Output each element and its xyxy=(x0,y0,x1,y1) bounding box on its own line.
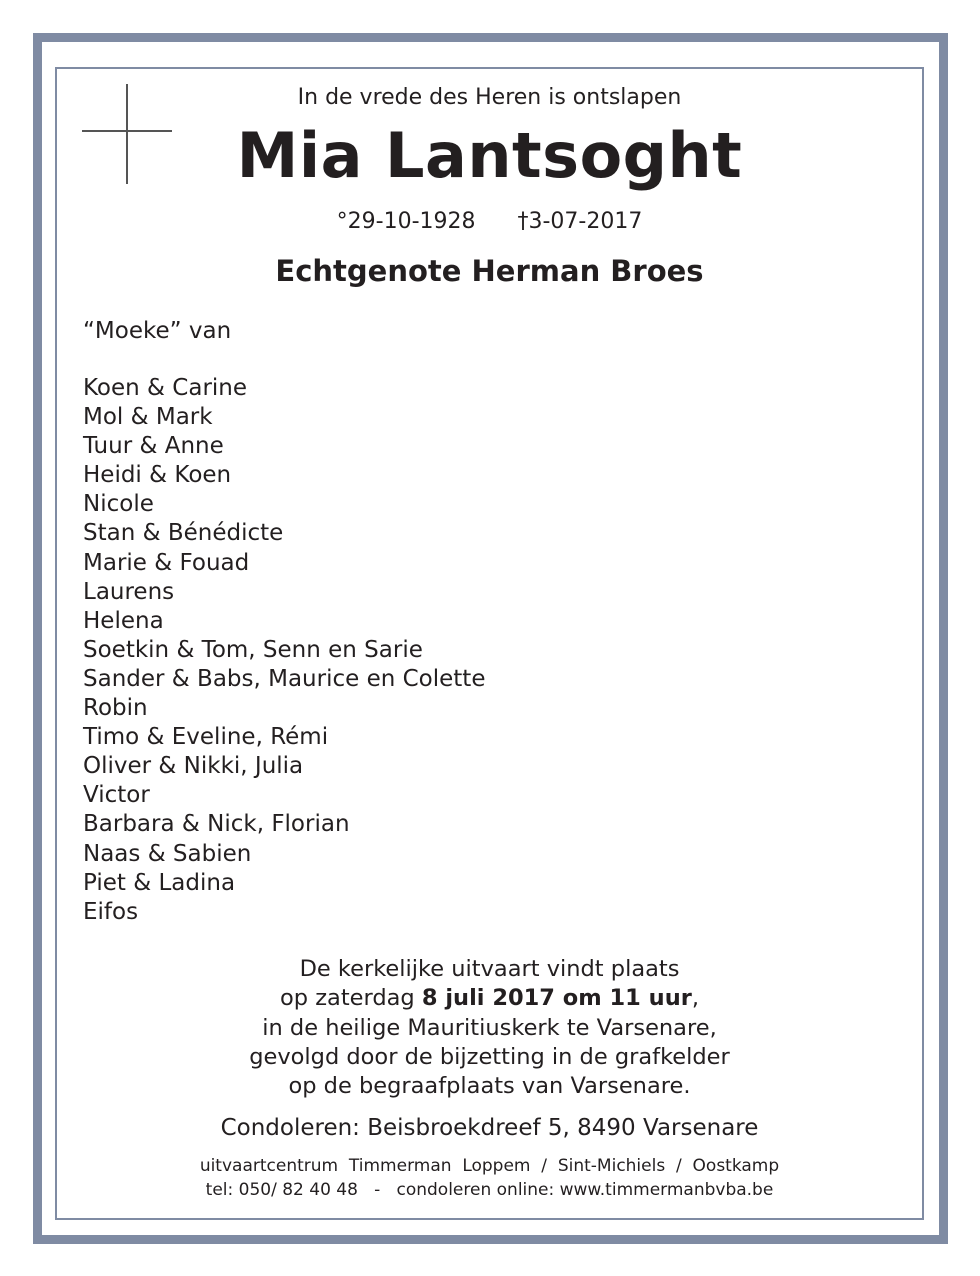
funeral-date-time: 8 juli 2017 om 11 uur xyxy=(421,985,692,1012)
family-member: Oliver & Nikki, Julia xyxy=(83,753,304,780)
death-date: †3-07-2017 xyxy=(517,209,643,234)
funeral-date-line xyxy=(55,984,924,1013)
family-intro: “Moeke” van xyxy=(83,318,232,344)
funeral-date-prefix: op zaterdag xyxy=(280,985,422,1012)
family-member: Timo & Eveline, Rémi xyxy=(83,724,329,751)
funeral-line: in de heilige Mauritiuskerk te Varsenare, xyxy=(262,1014,717,1041)
funeral-line: gevolgd door de bijzetting in de grafkelder xyxy=(249,1043,730,1070)
family-member: Laurens xyxy=(83,578,175,605)
funeral-line: De kerkelijke uitvaart vindt plaats xyxy=(299,956,680,982)
funeral-home-footer xyxy=(55,1154,924,1202)
deceased-name: Mia Lantsoght xyxy=(236,119,743,192)
family-member: Marie & Fouad xyxy=(83,549,250,576)
funeral-details xyxy=(55,955,924,1101)
family-member: Robin xyxy=(83,695,148,722)
family-member: Naas & Sabien xyxy=(83,840,252,867)
family-member: Eifos xyxy=(83,898,139,925)
family-member: Nicole xyxy=(83,491,154,518)
condolence-address: Condoleren: Beisbroekdreef 5, 8490 Varsenare xyxy=(220,1115,759,1141)
family-member: Stan & Bénédicte xyxy=(83,520,284,547)
family-member: Heidi & Koen xyxy=(83,462,232,489)
family-list xyxy=(83,374,485,927)
family-member: Koen & Carine xyxy=(83,375,248,401)
funeral-date-suffix: , xyxy=(691,985,699,1012)
family-member: Piet & Ladina xyxy=(83,869,236,896)
funeral-line: op de begraafplaats van Varsenare. xyxy=(288,1073,691,1100)
spouse-line: Echtgenote Herman Broes xyxy=(275,254,704,288)
family-member: Victor xyxy=(83,782,150,809)
birth-date: °29-10-1928 xyxy=(336,209,476,234)
family-member: Soetkin & Tom, Senn en Sarie xyxy=(83,636,423,663)
family-member: Sander & Babs, Maurice en Colette xyxy=(83,665,486,692)
funeral-home-name: uitvaartcentrum Timmerman Loppem / Sint-Michiels / Oostkamp xyxy=(199,1156,780,1176)
family-member: Tuur & Anne xyxy=(83,433,224,460)
family-member: Mol & Mark xyxy=(83,404,213,431)
intro-text: In de vrede des Heren is ontslapen xyxy=(297,85,682,110)
funeral-home-contact: tel: 050/ 82 40 48 - condoleren online: www.timmermanbvba.be xyxy=(205,1180,774,1200)
family-member: Barbara & Nick, Florian xyxy=(83,811,350,838)
family-member: Helena xyxy=(83,607,164,634)
dates-line xyxy=(55,207,924,237)
